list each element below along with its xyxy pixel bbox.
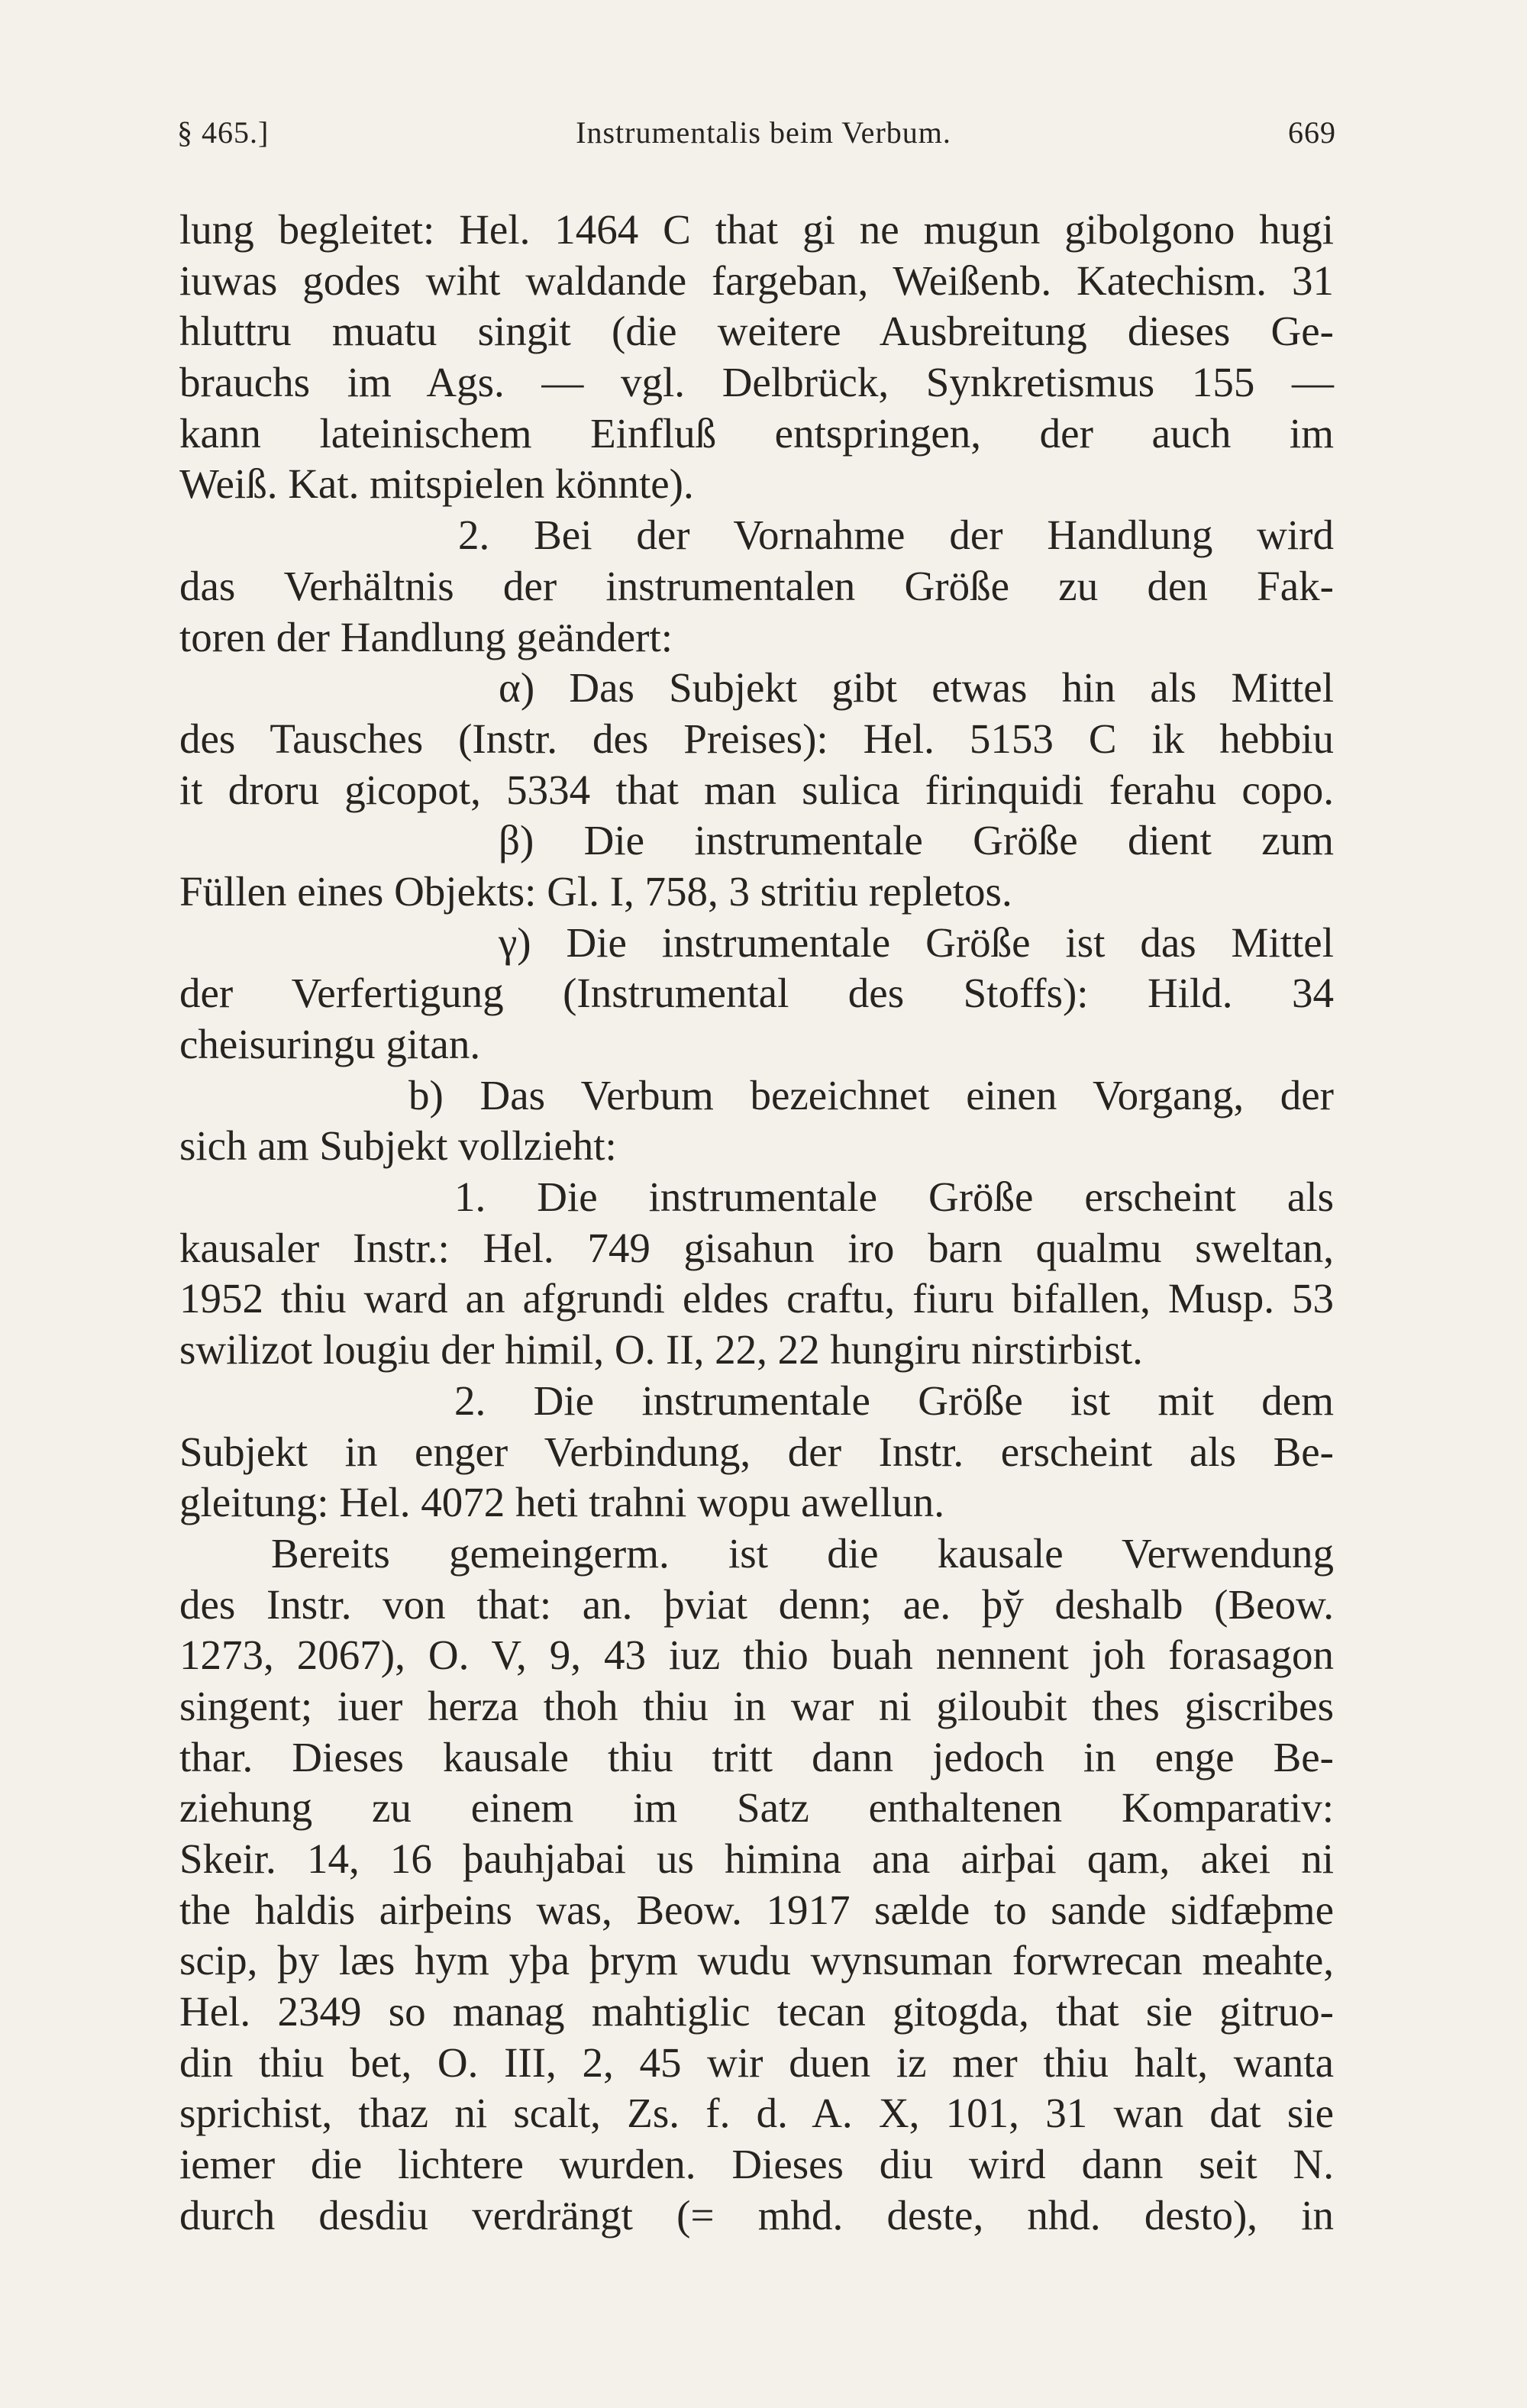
text-line: gleitung: Hel. 4072 heti trahni wopu awellun. [179,1479,945,1526]
text-line: kausaler Instr.: Hel. 749 gisahun iro barn qualmu sweltan, [179,1224,1334,1271]
text-line: der Verfertigung (Instrumental des Stoffs): Hild. 34 [179,970,1334,1017]
text-line: kann lateinischem Einfluß entspringen, der auch im [179,409,1334,457]
text-line: Füllen eines Objekts: Gl. I, 758, 3 stritiu repletos. [179,867,1012,915]
page-number: 669 [1288,115,1336,150]
text-line: Skeir. 14, 16 þauhjabai us himina ana airþai qam, akei ni [179,1835,1334,1882]
text-line: singent; iuer herza thoh thiu in war ni giloubit thes giscribes [179,1682,1334,1729]
text-line: 1. Die instrumentale Größe erscheint als [454,1173,1334,1221]
text-line: iuwas godes wiht waldande fargeban, Weißenb. Katechism. 31 [179,257,1334,304]
text-line: sprichist, thaz ni scalt, Zs. f. d. A. X, 101, 31 wan dat sie [179,2090,1334,2137]
text-line: lung begleitet: Hel. 1464 C that gi ne mugun gibolgono hugi [179,206,1334,253]
text-line: din thiu bet, O. III, 2, 45 wir duen iz mer thiu halt, wanta [179,2038,1334,2086]
text-line: γ) Die instrumentale Größe ist das Mittel [499,918,1334,966]
text-line: des Instr. von that: an. þviat denn; ae. þy̆ deshalb (Beow. [179,1580,1334,1628]
text-line: 1952 thiu ward an afgrundi eldes craftu, fiuru bifallen, Musp. 53 [179,1275,1334,1322]
text-line: swilizot lougiu der himil, O. II, 22, 22 hungiru nirstirbist. [179,1326,1143,1373]
text-line: the haldis airþeins was, Beow. 1917 sælde to sande sidfæþme [179,1886,1334,1933]
text-line: 1273, 2067), O. V, 9, 43 iuz thio buah nennent joh forasagon [179,1632,1334,1679]
text-line: scip, þy læs hym yþa þrym wudu wynsuman forwrecan meahte, [179,1937,1334,1984]
text-line: thar. Dieses kausale thiu tritt dann jedoch in enge Be- [179,1733,1334,1780]
text-line: des Tausches (Instr. des Preises): Hel. 5153 C ik hebbiu [179,715,1334,762]
text-line: α) Das Subjekt gibt etwas hin als Mittel [499,664,1334,712]
text-line: β) Die instrumentale Größe dient zum [499,817,1334,864]
text-line: sich am Subjekt vollzieht: [179,1122,617,1170]
running-title: Instrumentalis beim Verbum. [576,115,951,150]
text-line: b) Das Verbum bezeichnet einen Vorgang, der [408,1071,1334,1118]
text-line: durch desdiu verdrängt (= mhd. deste, nhd. desto), in [179,2191,1334,2239]
text-line: brauchs im Ags. — vgl. Delbrück, Synkretismus 155 — [179,359,1334,406]
text-line: toren der Handlung geändert: [179,613,673,660]
text-line: iemer die lichtere wurden. Dieses diu wird dann seit N. [179,2141,1334,2188]
text-line: das Verhältnis der instrumentalen Größe zu den Fak- [179,562,1334,609]
running-header [0,115,1527,160]
text-line: cheisuringu gitan. [179,1021,481,1067]
text-line: hluttru muatu singit (die weitere Ausbreitung dieses Ge- [179,308,1334,355]
text-line: 2. Die instrumentale Größe ist mit dem [454,1377,1334,1424]
text-line: it droru gicopot, 5334 that man sulica firinquidi ferahu copo. [179,766,1334,813]
body-text [179,205,1334,2242]
text-line: Weiß. Kat. mitspielen könnte). [179,460,694,508]
text-line: Hel. 2349 so manag mahtiglic tecan gitogda, that sie gitruo- [179,1988,1334,2035]
text-line: Bereits gemeingerm. ist die kausale Verwendung [271,1529,1334,1577]
text-line: 2. Bei der Vornahme der Handlung wird [458,512,1334,559]
text-line: ziehung zu einem im Satz enthaltenen Komparativ: [179,1784,1334,1832]
text-line: Subjekt in enger Verbindung, der Instr. erscheint als Be- [179,1428,1334,1475]
section-reference: § 465.] [177,115,270,150]
